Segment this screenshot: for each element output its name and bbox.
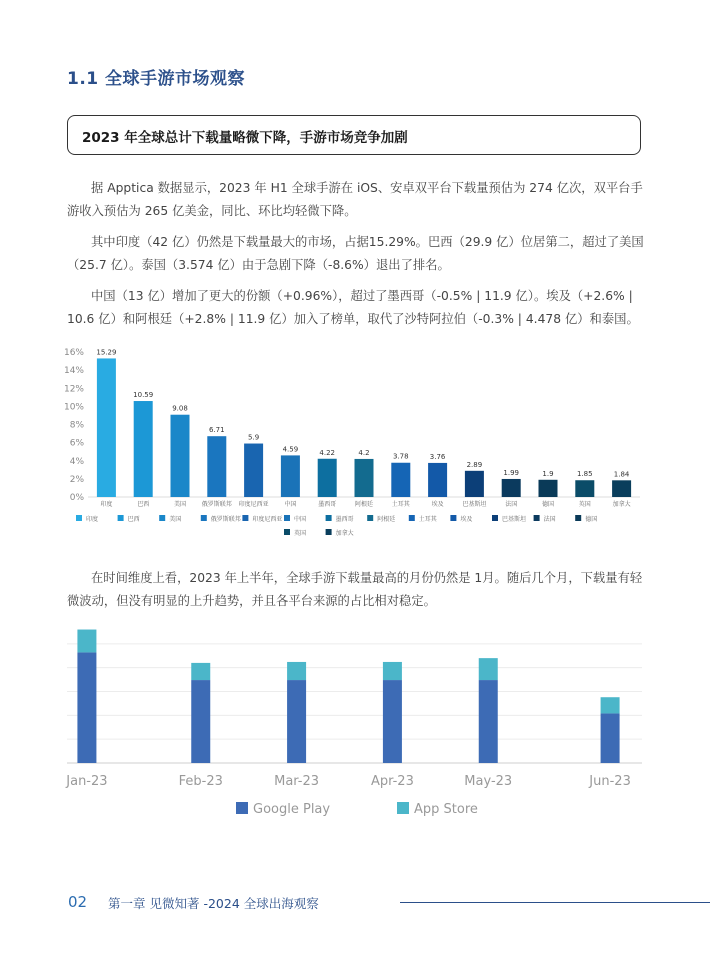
y-tick-label: 14% (63, 366, 84, 377)
bar-value-label: 1.84 (613, 470, 630, 479)
bar-value-label: 1.99 (503, 468, 519, 477)
bar-google-play-4 (479, 680, 498, 763)
bar-google-play-3 (383, 680, 402, 763)
bar-google-play-1 (191, 680, 210, 763)
bar-value-label: 4.2 (358, 448, 370, 457)
legend-label: 阿根廷 (377, 516, 396, 523)
legend-label: 美国 (169, 516, 182, 523)
y-tick-label: 12% (63, 384, 84, 395)
legend-label: 俄罗斯联邦 (210, 516, 241, 523)
y-tick-label: 16% (63, 348, 84, 358)
x-tick-label: Feb-23 (178, 774, 223, 789)
footer-divider (400, 902, 710, 903)
legend-label: 德国 (585, 516, 598, 523)
x-tick-label: 法国 (505, 501, 518, 508)
x-tick-label: 巴西 (137, 501, 150, 508)
x-tick-label: 印度尼西亚 (238, 501, 269, 508)
x-tick-label: 美国 (173, 501, 187, 508)
bar-value-label: 1.85 (577, 470, 593, 479)
paragraph-4: 在时间维度上看，2023 年上半年，全球手游下载量最高的月份仍然是 1月。随后几个月，下载量有轻微波动，但没有明显的上升趋势，并且各平台来源的占比相对稳定。 (67, 571, 643, 608)
paragraph-2: 其中印度（42 亿）仍然是下载量最大的市场，占据15.29%。巴西（29.9 亿）位居第二，超过了美国（25.7 亿）。泰国（3.574 亿）由于急剧下降（-8.6%）退出了排名。 (67, 235, 644, 272)
bar-value-label: 6.71 (209, 426, 225, 435)
bar-app-store-3 (383, 662, 402, 680)
x-tick-label: 阿根廷 (354, 501, 374, 508)
bar-value-label: 2.89 (466, 460, 483, 469)
legend-label: 墨西哥 (335, 516, 354, 523)
x-tick-label: 英国 (578, 501, 591, 508)
legend-label: 英国 (294, 530, 307, 537)
x-tick-label: 墨西哥 (318, 501, 337, 508)
legend-label: Google Play (253, 802, 331, 817)
footer-page-number: 02 (68, 893, 88, 911)
bar-app-store-0 (77, 630, 96, 653)
y-tick-label: 0% (69, 493, 84, 503)
x-tick-label: Apr-23 (370, 774, 414, 789)
x-tick-label: 俄罗斯联邦 (201, 501, 232, 508)
bar-app-store-4 (479, 658, 498, 680)
bar-app-store-2 (287, 662, 306, 680)
legend-label: 中国 (294, 516, 307, 523)
legend-label: 加拿大 (335, 530, 354, 537)
legend-label: 土耳其 (418, 516, 437, 523)
x-tick-label: 印度 (100, 501, 113, 508)
legend-label: 法国 (543, 516, 556, 523)
paragraph-1: 据 Apptica 数据显示，2023 年 H1 全球手游在 iOS、安卓双平台下载量预估为 274 亿次，双平台手游收入预估为 265 亿美金，同比、环比均轻微下降。 (67, 181, 643, 218)
legend-swatch (236, 802, 248, 814)
y-tick-label: 10% (63, 402, 84, 413)
legend-label: 巴基斯坦 (502, 516, 527, 523)
paragraph-3: 中国（13 亿）增加了更大的份额（+0.96%），超过了墨西哥（-0.5% | 11.9 亿）。埃及（+2.6% | 10.6 亿）和阿根廷（+2.8% | 11.9 亿）加入了榜单，取代了沙特阿拉伯（-0.3% | 4.478 亿）和泰国。 (67, 289, 639, 326)
y-tick-label: 2% (69, 474, 84, 485)
bar-google-play-2 (287, 680, 306, 763)
bar-value-label: 5.9 (248, 433, 260, 442)
bar-value-label: 10.59 (133, 391, 154, 400)
callout-text: 2023 年全球总计下载量略微下降，手游市场竞争加剧 (82, 130, 408, 146)
legend-label: 埃及 (460, 516, 473, 523)
section-title: 1.1 全球手游市场观察 (67, 69, 246, 89)
bar-value-label: 1.9 (542, 469, 554, 478)
legend-swatch (397, 802, 409, 814)
x-tick-label: May-23 (464, 774, 513, 789)
bar-google-play-0 (77, 652, 96, 763)
bar-google-play-5 (601, 713, 620, 763)
bar-value-label: 4.59 (282, 445, 299, 454)
bar-app-store-1 (191, 663, 210, 680)
legend-label: 巴西 (127, 516, 140, 523)
x-tick-label: Jan-23 (66, 774, 108, 789)
x-tick-label: 土耳其 (391, 501, 410, 508)
x-tick-label: Jun-23 (589, 774, 631, 789)
footer-chapter-title: 第一章 见微知著 -2024 全球出海观察 (108, 896, 319, 911)
bar-value-label: 3.78 (393, 452, 409, 461)
y-tick-label: 8% (69, 420, 84, 431)
legend-label: 印度 (86, 516, 99, 523)
y-tick-label: 6% (69, 438, 84, 449)
x-tick-label: 加拿大 (612, 501, 631, 508)
x-tick-label: Mar-23 (274, 774, 320, 789)
x-tick-label: 巴基斯坦 (462, 501, 487, 508)
x-tick-label: 埃及 (431, 501, 444, 508)
bar-app-store-5 (601, 697, 620, 713)
x-tick-label: 德国 (541, 501, 555, 508)
bar-value-label: 4.22 (319, 448, 335, 457)
bar-value-label: 9.08 (172, 404, 188, 413)
legend-label: App Store (414, 802, 478, 817)
bar-value-label: 15.29 (96, 348, 117, 357)
x-tick-label: 中国 (284, 501, 297, 508)
y-tick-label: 4% (69, 456, 84, 467)
bar-value-label: 3.76 (429, 452, 446, 461)
legend-label: 印度尼西亚 (252, 516, 283, 523)
